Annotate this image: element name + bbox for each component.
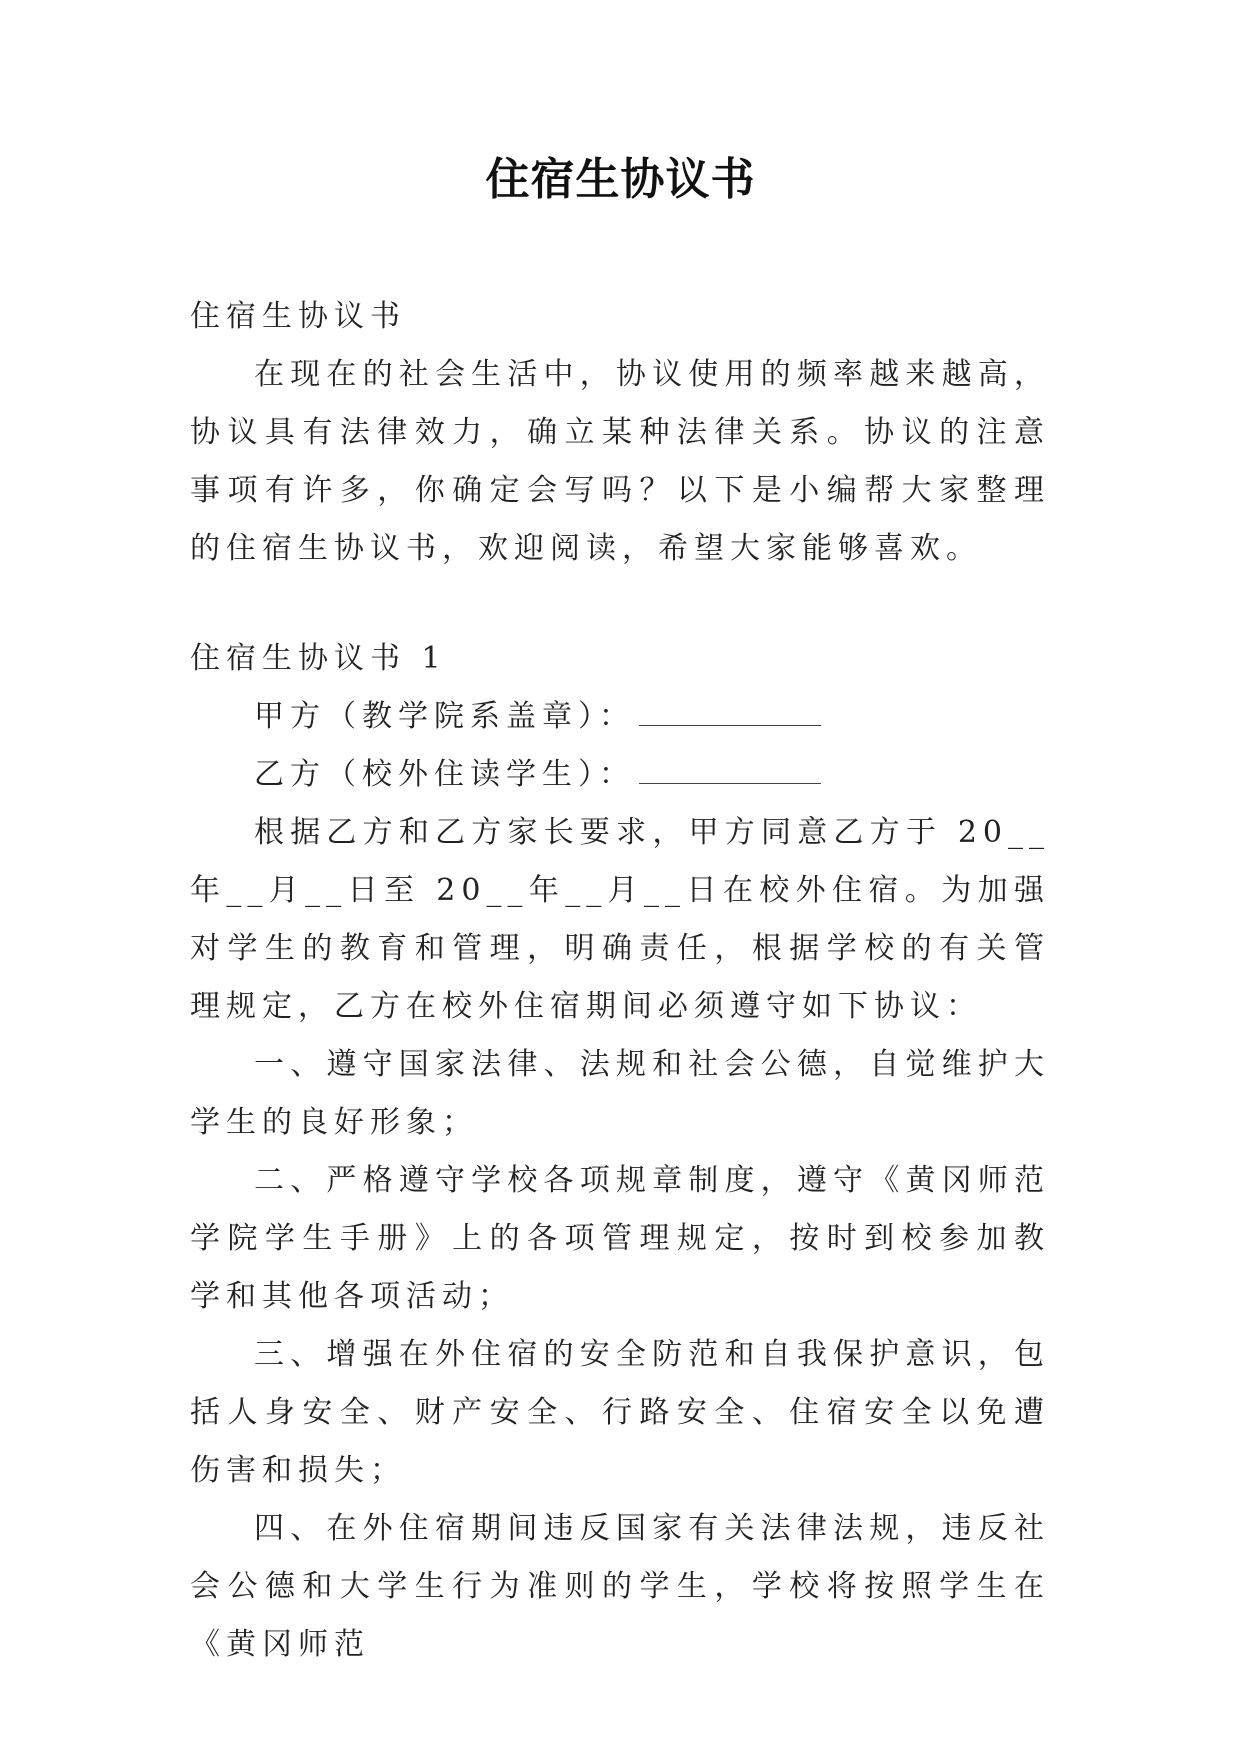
party-a-signature-blank [639,699,821,726]
document-body [190,288,1050,1674]
party-b-label: 乙方（校外住读学生）： [254,757,635,792]
intro-paragraph: 在现在的社会生活中，协议使用的频率越来越高，协议具有法律效力，确立某种法律关系。协议的注意事项有许多，你确定会写吗？以下是小编帮大家整理的住宿生协议书，欢迎阅读，希望大家能够喜欢。 [190,357,1050,566]
clause-4: 四、在外住宿期间违反国家有关法律法规，违反社会公德和大学生行为准则的学生，学校将按照学生在《黄冈师范 [190,1511,1050,1662]
section-heading: 住宿生协议书 1 [190,641,447,676]
party-a-line [190,688,1050,746]
document-subtitle: 住宿生协议书 [190,299,406,334]
clause-2: 二、严格遵守学校各项规章制度，遵守《黄冈师范学院学生手册》上的各项管理规定，按时到校参加教学和其他各项活动； [190,1163,1050,1314]
party-b-signature-blank [639,757,821,784]
section-spacer [190,578,1050,630]
party-a-label: 甲方（教学院系盖章）： [254,699,635,734]
party-b-line [190,746,1050,804]
agreement-paragraph: 根据乙方和乙方家长要求，甲方同意乙方于 20__年__月__日至 20__年__月__日在校外住宿。为加强对学生的教育和管理，明确责任，根据学校的有关管理规定，乙方在校外住宿期间必须遵守如下协议： [190,815,1050,1024]
document-title: 住宿生协议书 [485,154,756,205]
clause-1: 一、遵守国家法律、法规和社会公德，自觉维护大学生的良好形象； [190,1047,1050,1140]
clause-3: 三、增强在外住宿的安全防范和自我保护意识，包括人身安全、财产安全、行路安全、住宿安全以免遭伤害和损失； [190,1337,1050,1488]
